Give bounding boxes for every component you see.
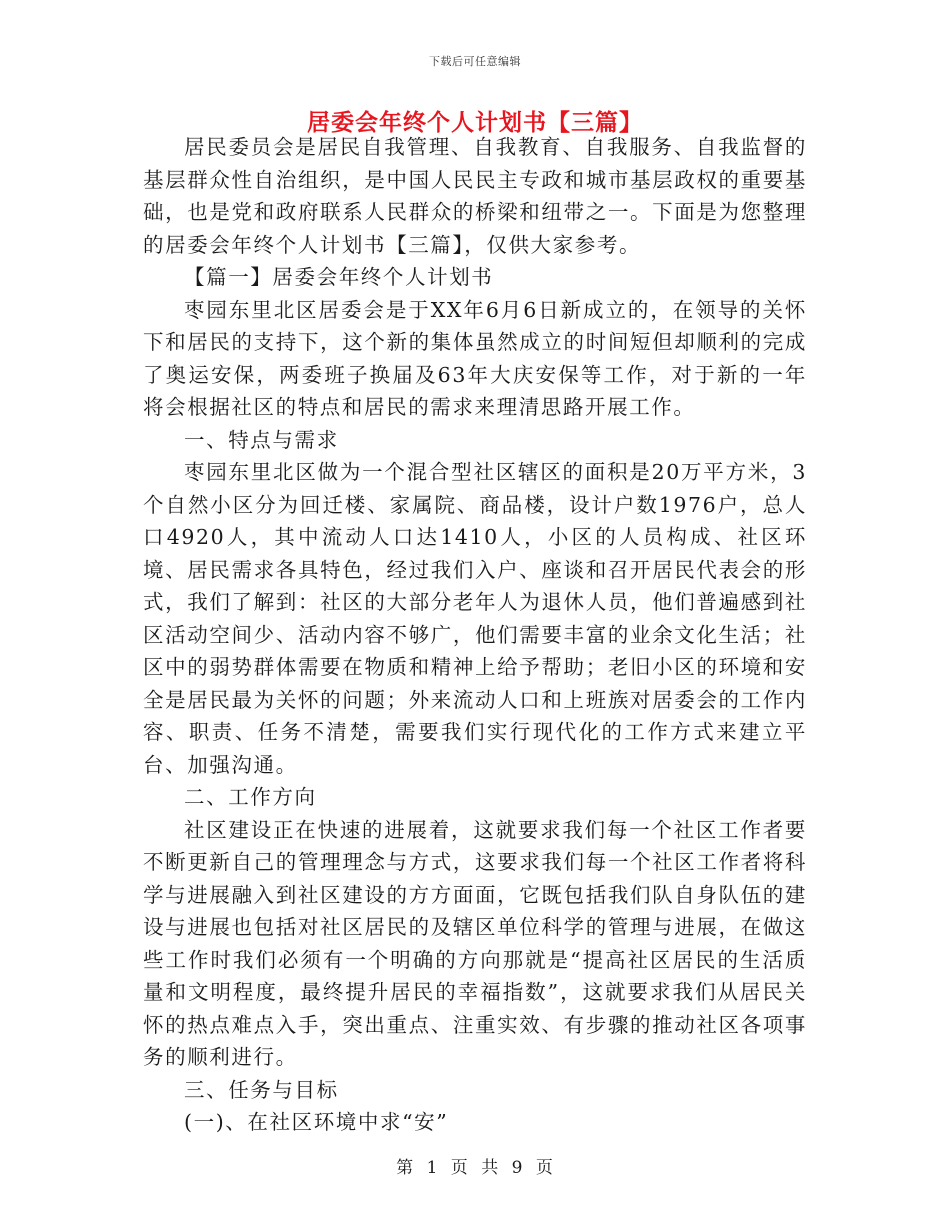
page-header-note: 下载后可任意编辑: [429, 55, 521, 68]
body-paragraph: 枣园东里北区做为一个混合型社区辖区的面积是20万平方米，3个自然小区分为回迁楼、家属院、商品楼，设计户数1976户，总人口4920人，其中流动人口达1410人，小区的人员构成、社区环境、居民需求各具特色，经过我们入户、座谈和召开居民代表会的形式，我们了解到：社区的大部分老年人为退休人员，他们普遍感到社区活动空间少、活动内容不够广，他们需要丰富的业余文化生活；社区中的弱势群体需要在物质和精神上给予帮助；老旧小区的环境和安全是居民最为关怀的问题；外来流动人口和上班族对居委会的工作内容、职责、任务不清楚，需要我们实行现代化的工作方式来建立平台、加强沟通。: [143, 460, 807, 777]
page-number-footer: 第 1 页 共 9 页: [396, 1158, 554, 1178]
subheading-work-direction: 二、工作方向: [184, 785, 317, 809]
body-paragraph: 社区建设正在快速的进展着，这就要求我们每一个社区工作者要不断更新自己的管理理念与方式，这要求我们每一个社区工作者将科学与进展融入到社区建设的方方面面，它既包括我们队自身队伍的建设与进展也包括对社区居民的及辖区单位科学的管理与进展，在做这些工作时我们必须有一个明确的方向那就是“提高社区居民的生活质量和文明程度，最终提升居民的幸福指数”，这就要求我们从居民关怀的热点难点入手，突出重点、注重实效、有步骤的推动社区各项事务的顺利进行。: [143, 817, 807, 1069]
subheading-tasks-goals: 三、任务与目标: [184, 1077, 339, 1102]
document-title: 居委会年终个人计划书【三篇】: [307, 109, 643, 136]
list-item-heading: (一)、在社区环境中求“安”: [184, 1110, 449, 1134]
intro-paragraph: 居民委员会是居民自我管理、自我教育、自我服务、自我监督的基层群众性自治组织，是中国人民民主专政和城市基层政权的重要基础，也是党和政府联系人民群众的桥梁和纽带之一。下面是为您整理的居委会年终个人计划书【三篇】，仅供大家参考。: [143, 135, 807, 257]
body-paragraph: 枣园东里北区居委会是于XX年6月6日新成立的，在领导的关怀下和居民的支持下，这个新的集体虽然成立的时间短但却顺利的完成了奥运安保，两委班子换届及63年大庆安保等工作，对于新的一年将会根据社区的特点和居民的需求来理清思路开展工作。: [143, 297, 807, 419]
section-heading-part-one: 【篇一】居委会年终个人计划书: [184, 265, 494, 289]
subheading-features-needs: 一、特点与需求: [184, 427, 339, 452]
document-body: [143, 131, 807, 1139]
